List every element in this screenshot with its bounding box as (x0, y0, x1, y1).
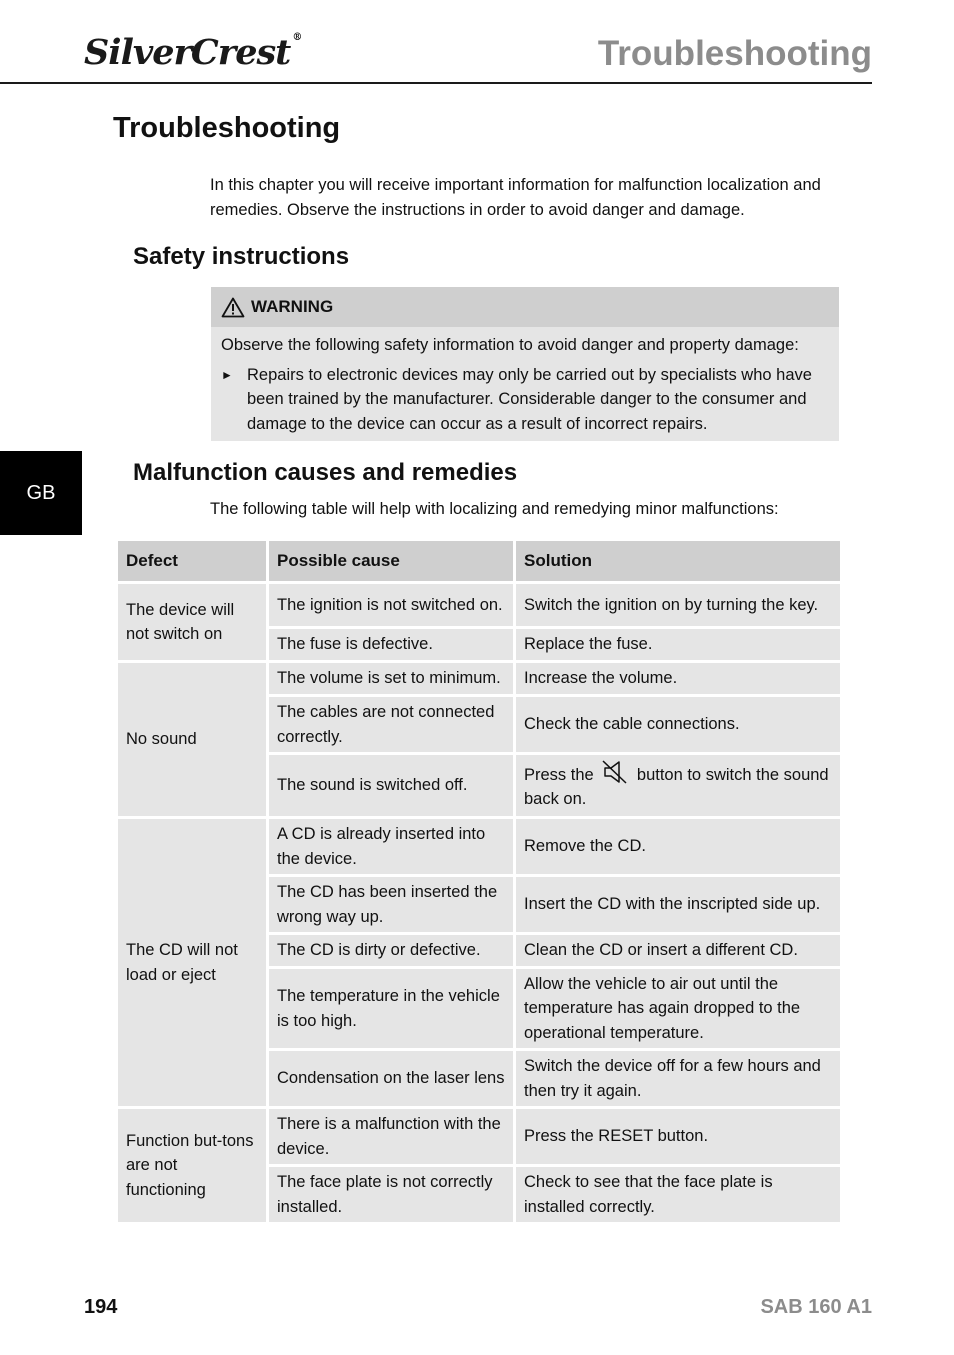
cause-cell: The CD is dirty or defective. (268, 934, 515, 968)
warning-triangle-icon (221, 297, 245, 318)
cause-cell: The fuse is defective. (268, 628, 515, 662)
defect-cell: Function but-tons are not functioning (117, 1108, 268, 1224)
solution-cell: Replace the fuse. (515, 628, 842, 662)
page-title: Troubleshooting (113, 112, 341, 144)
table-header-row (117, 540, 842, 583)
warning-label: WARNING (251, 297, 334, 316)
safety-heading: Safety instructions (133, 243, 350, 270)
brand-name: SilverCrest (84, 32, 291, 73)
mute-speaker-icon (602, 760, 628, 784)
warning-lead: Observe the following safety information to avoid danger and property damage: (221, 336, 799, 354)
page-number: 194 (84, 1296, 118, 1318)
solution-cell: Remove the CD. (515, 818, 842, 876)
cause-cell: The cables are not connected correctly. (268, 696, 515, 754)
solution-cell: Check the cable connections. (515, 696, 842, 754)
table-row (117, 818, 842, 876)
solution-cell: Switch the device off for a few hours and then try it again. (515, 1050, 842, 1108)
intro-paragraph: In this chapter you will receive important information for malfunction localization and remedies. Observe the instructions in order to avoid danger and damage. (210, 176, 821, 219)
header-title: Troubleshooting (597, 34, 872, 73)
cause-cell: There is a malfunction with the device. (268, 1108, 515, 1166)
cause-cell: The ignition is not switched on. (268, 583, 515, 628)
warning-body (211, 327, 839, 436)
cause-cell: Condensation on the laser lens (268, 1050, 515, 1108)
table-row (117, 583, 842, 628)
solution-cell: Check to see that the face plate is installed correctly. (515, 1166, 842, 1224)
warning-item-text: Repairs to electronic devices may only be carried out by specialists who have been trained by the manufacturer. Considerable danger to the consumer and damage to the device can occur as a result of incorrect repairs. (247, 365, 812, 433)
registered-mark: ® (292, 32, 302, 43)
solution-text-before: Press the (524, 765, 594, 784)
warning-list-item (221, 363, 829, 437)
malfunction-heading: Malfunction causes and remedies (133, 459, 518, 486)
defect-cell: The device will not switch on (117, 583, 268, 662)
table-intro: The following table will help with localizing and remedying minor malfunctions: (210, 500, 779, 518)
cause-cell: A CD is already inserted into the device. (268, 818, 515, 876)
solution-text-after: button to switch the sound back on. (524, 765, 829, 808)
cause-cell: The volume is set to minimum. (268, 662, 515, 696)
warning-box (211, 287, 839, 441)
column-header-cause: Possible cause (268, 540, 515, 583)
solution-cell: Switch the ignition on by turning the key. (515, 583, 842, 628)
solution-cell: Press the RESET button. (515, 1108, 842, 1166)
solution-cell: Insert the CD with the inscripted side up. (515, 876, 842, 934)
column-header-defect: Defect (117, 540, 268, 583)
cause-cell: The face plate is not correctly installed. (268, 1166, 515, 1224)
language-tab: GB (0, 451, 82, 535)
cause-cell: The sound is switched off. (268, 754, 515, 818)
defect-cell: No sound (117, 662, 268, 818)
header-divider (0, 82, 872, 84)
brand-logo (84, 32, 301, 73)
troubleshooting-table (115, 538, 843, 1225)
column-header-solution: Solution (515, 540, 842, 583)
solution-cell: Allow the vehicle to air out until the temperature has again dropped to the operational temperature. (515, 968, 842, 1050)
table-row (117, 662, 842, 696)
solution-cell: Increase the volume. (515, 662, 842, 696)
defect-cell: The CD will not load or eject (117, 818, 268, 1108)
warning-header (211, 287, 839, 327)
cause-cell: The temperature in the vehicle is too high. (268, 968, 515, 1050)
cause-cell: The CD has been inserted the wrong way up. (268, 876, 515, 934)
triangle-bullet-icon: ► (221, 367, 233, 382)
solution-cell (515, 754, 842, 818)
model-number: SAB 160 A1 (760, 1296, 872, 1318)
table-row (117, 1108, 842, 1166)
solution-cell: Clean the CD or insert a different CD. (515, 934, 842, 968)
